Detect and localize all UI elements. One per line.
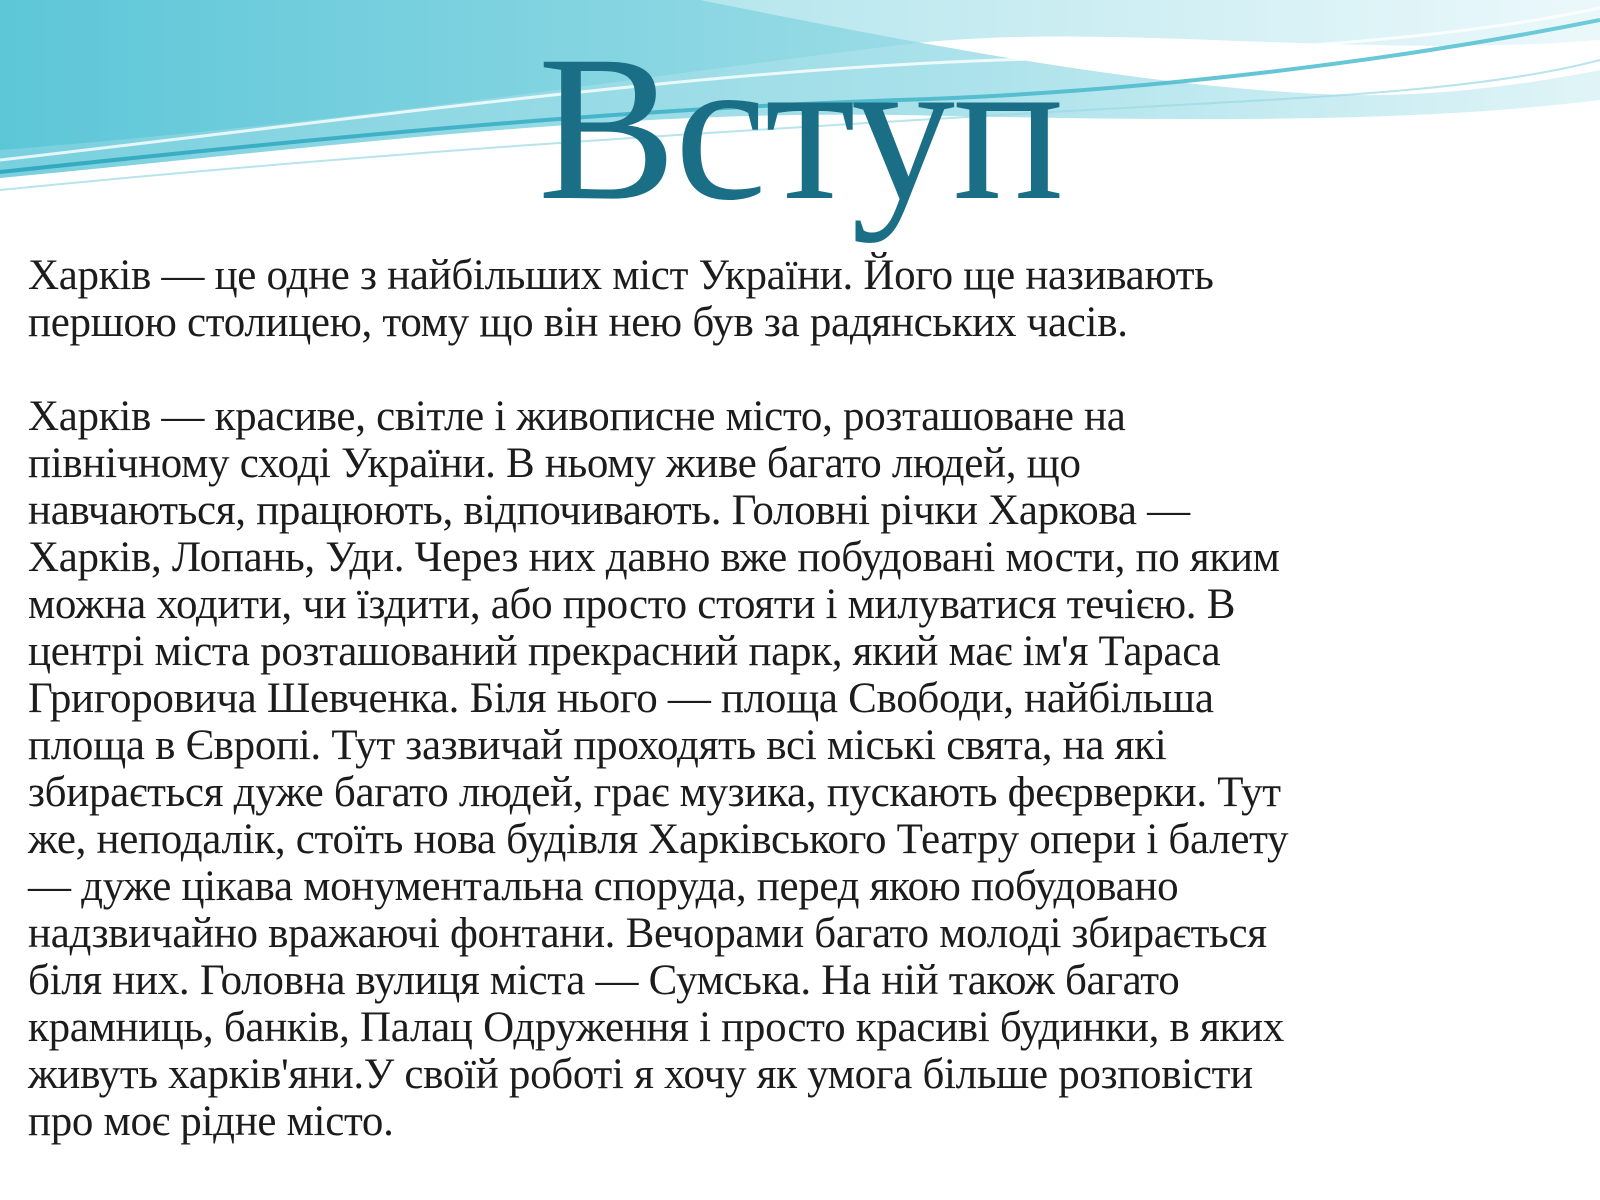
intro-paragraph: Харків — це одне з найбільших міст України. Його ще називають першою столицею, тому що він нею був за радянських часів. [28,252,1214,346]
description-paragraph: Харків — красиве, світле і живописне місто, розташоване на північному сході України. В ньому живе багато людей, що навчаються, працюють, відпочивають. Головні річки Харкова — Харків, Лопань, Уди. Через них давно вже побудовані мости, по яким можна ходити, чи їздити, або просто стояти і милуватися течією. В центрі міста розташований прекрасний парк, який має ім'я Тараса Григоровича Шевченка. Біля нього — площа Свободи, найбільша площа в Європі. Тут зазвичай проходять всі міські свята, на які збирається дуже багато людей, грає музика, пускають феєрверки. Тут же, неподалік, стоїть нова будівля Харківського Театру опери і балету — дуже цікава монументальна споруда, перед якою побудовано надзвичайно вражаючі фонтани. Вечорами багато молоді збирається біля них. Головна вулиця міста — Сумська. На ній також багато крамниць, банків, Палац Одруження і просто красиві будинки, в яких живуть харків'яни.У своїй роботі я хочу як умога більше розповісти про моє рідне місто. [28,393,1289,1145]
slide-body [28,252,1588,1145]
slide-title: Вступ [537,13,1063,243]
